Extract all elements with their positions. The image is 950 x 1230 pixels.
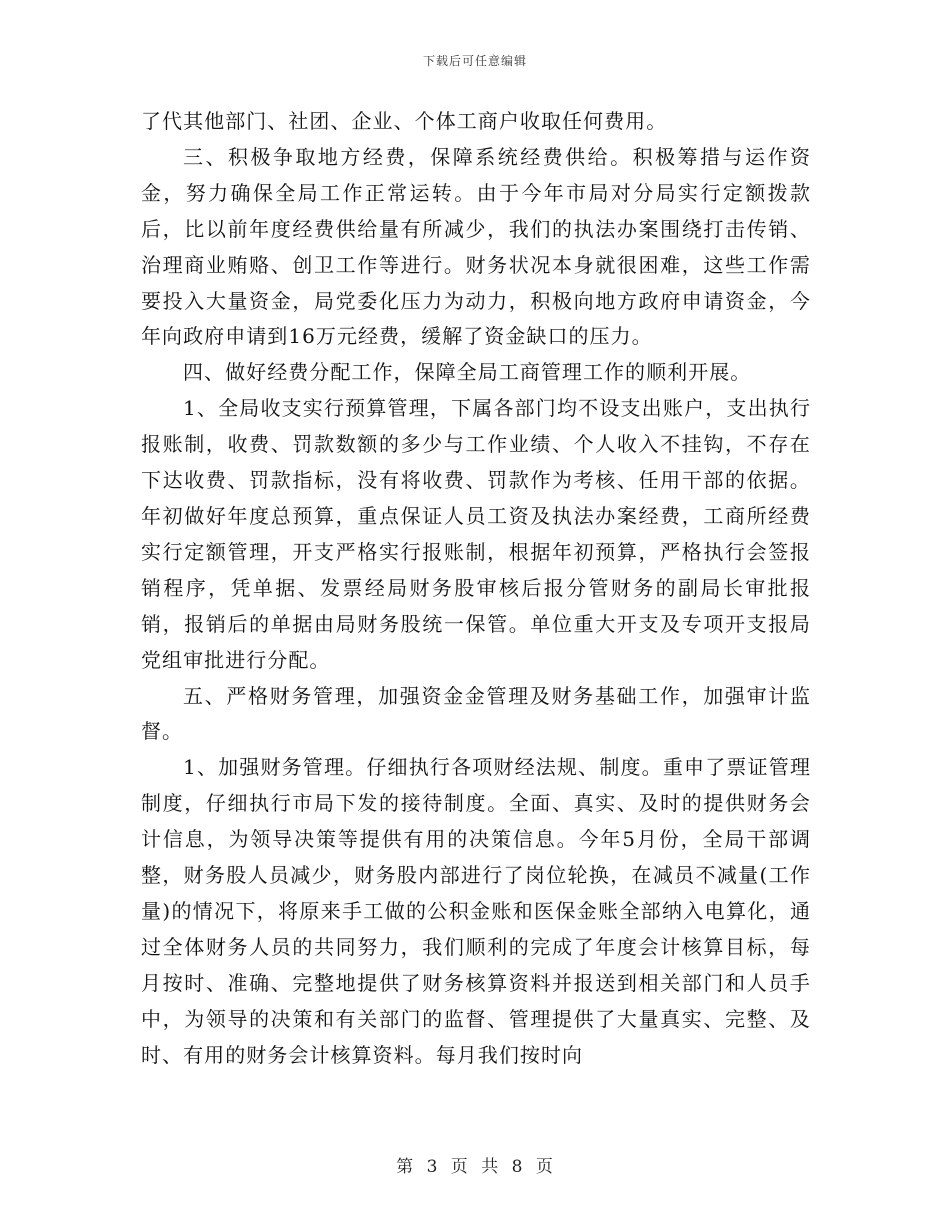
paragraph-section-four: 四、做好经费分配工作，保障全局工商管理工作的顺利开展。 xyxy=(183,360,752,385)
paragraph-section-five: 五、严格财务管理，加强资金金管理及财务基础工作，加强审计监督。 xyxy=(141,683,811,744)
paragraph-budget-management: 1、全局收支实行预算管理，下属各部门均不设支出账户，支出执行报账制，收费、罚款数额的多少与工作业绩、个人收入不挂钩，不存在下达收费、罚款指标，没有将收费、罚款作为考核、任用干部的依据。年初做好年度总预算，重点保证人员工资及执法办案经费，工商所经费实行定额管理，开支严格实行报账制，根据年初预算，严格执行会签报销程序，凭单据、发票经局财务股审核后报分管财务的副局长审批报销，报销后的单据由局财务股统一保管。单位重大开支及专项开支报局党组审批进行分配。 xyxy=(141,396,811,672)
paragraph-section-three: 三、积极争取地方经费，保障系统经费供给。积极筹措与运作资金，努力确保全局工作正常运转。由于今年市局对分局实行定额拨款后，比以前年度经费供给量有所减少，我们的执法办案围绕打击传销、治理商业贿赂、创卫工作等进行。财务状况本身就很困难，这些工作需要投入大量资金，局党委化压力为动力，积极向地方政府申请资金，今年向政府申请到16万元经费，缓解了资金缺口的压力。 xyxy=(141,144,811,349)
page-footer: 第 3 页 共 8 页 xyxy=(396,1157,554,1177)
document-body xyxy=(141,104,811,1073)
page-header: 下载后可任意编辑 xyxy=(422,54,527,68)
paragraph-continuation: 了代其他部门、社团、企业、个体工商户收取任何费用。 xyxy=(141,109,668,133)
paragraph-financial-management: 1、加强财务管理。仔细执行各项财经法规、制度。重申了票证管理制度，仔细执行市局下发的接待制度。全面、真实、及时的提供财务会计信息，为领导决策等提供有用的决策信息。今年5月份，全局干部调整，财务股人员减少，财务股内部进行了岗位轮换，在减员不减量(工作量)的情况下，将原来手工做的公积金账和医保金账全部纳入电算化，通过全体财务人员的共同努力，我们顺利的完成了年度会计核算目标，每月按时、准确、完整地提供了财务核算资料并报送到相关部门和人员手中，为领导的决策和有关部门的监督、管理提供了大量真实、完整、及时、有用的财务会计核算资料。每月我们按时向 xyxy=(141,755,811,1067)
